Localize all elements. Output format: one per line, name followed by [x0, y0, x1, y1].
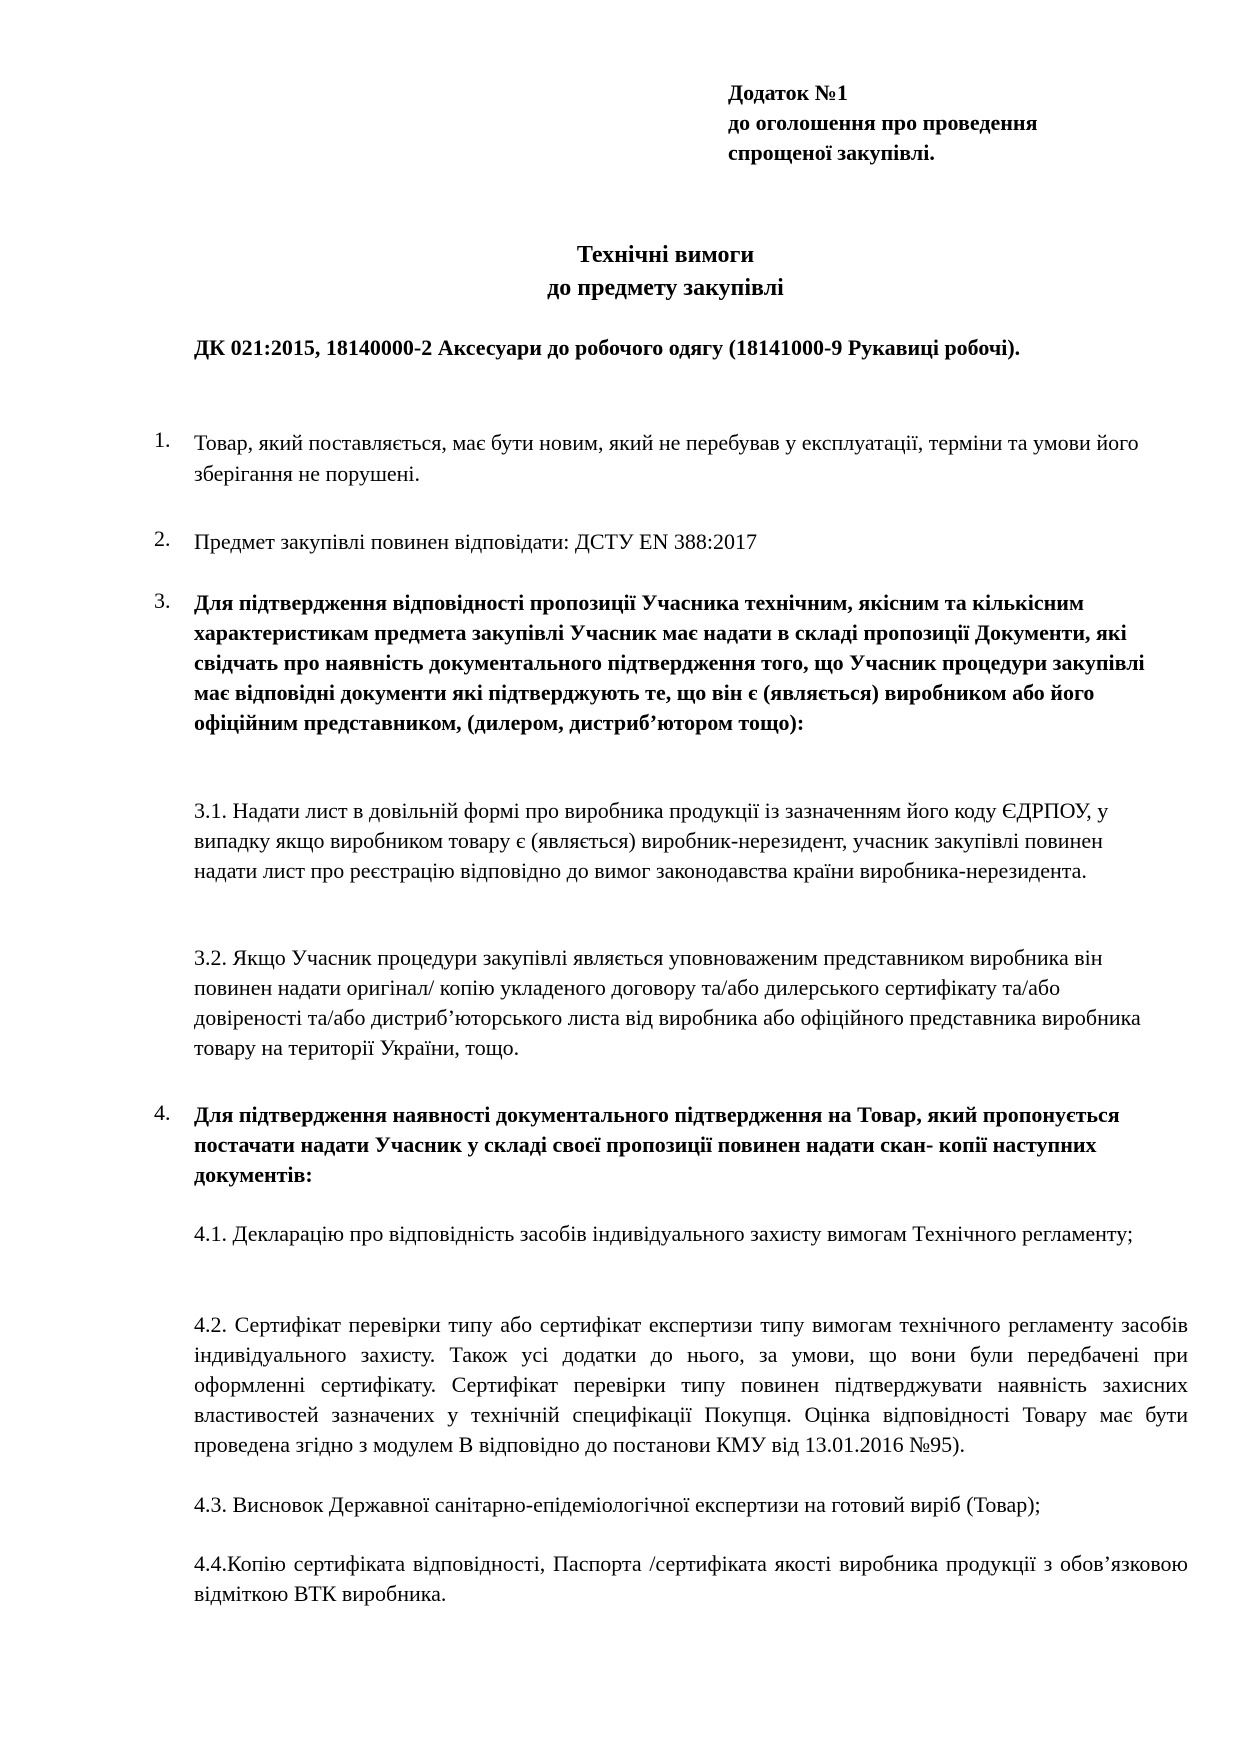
paragraph-4-1: 4.1. Декларацію про відповідність засобів індивідуального захисту вимогам Технічного регламенту;	[194, 1221, 1134, 1246]
annex-header	[728, 78, 1038, 168]
annex-number: Додаток №1	[728, 80, 848, 105]
list-item-text: Предмет закупівлі повинен відповідати: ДСТУ EN 388:2017	[194, 529, 757, 554]
list-item-number: 3.	[154, 588, 171, 613]
title-line-2: до предмету закупівлі	[547, 275, 784, 301]
paragraph-3-2: 3.2. Якщо Учасник процедури закупівлі являється уповноваженим представником виробника він повинен надати оригінал/ копію укладеного договору та/або дилерського сертифікату та/або довіреності та/або дистриб’юторського листа від виробника або офіційного представника виробника товару на території України, тощо.	[194, 945, 1141, 1060]
title-line-1: Технічні вимоги	[576, 242, 755, 268]
list-item-text: Товар, який поставляється, має бути новим, який не перебував у експлуатації, терміни та умови його зберігання не порушені.	[194, 430, 1139, 486]
paragraph-4-4: 4.4.Копію сертифіката відповідності, Паспорта /сертифіката якості виробника продукції з обов’язковою відміткою ВТК виробника.	[194, 1551, 1188, 1606]
list-item-number: 1.	[154, 427, 171, 452]
annex-line-2: до оголошення про проведення	[728, 110, 1038, 135]
paragraph-4-2: 4.2. Сертифікат перевірки типу або сертифікат експертизи типу вимогам технічного регламенту засобів індивідуального захисту. Також усі додатки до нього, за умови, що вони були передбачені при оформленні сертифікату. Сертифікат перевірки типу повинен підтверджувати наявність захисних властивостей зазначених у технічній специфікації Покупця. Оцінка відповідності Товару має бути проведена згідно з модулем В відповідно до постанови КМУ від 13.01.2016 №95).	[194, 1312, 1188, 1457]
dk-code-line: ДК 021:2015, 18140000-2 Аксесуари до робочого одягу (18141000-9 Рукавиці робочі).	[194, 335, 1021, 360]
list-item-text: Для підтвердження наявності документального підтвердження на Товар, який пропонується постачати надати Учасник у складі своєї пропозиції повинен надати скан- копії наступних документів:	[194, 1102, 1120, 1187]
paragraph-3-1: 3.1. Надати лист в довільній формі про виробника продукції із зазначенням його коду ЄДРПОУ, у випадку якщо виробником товару є (являється) виробник-нерезидент, учасник закупівлі повинен надати лист про реєстрацію відповідно до вимог законодавства країни виробника-нерезидента.	[194, 798, 1109, 883]
list-item-text: Для підтвердження відповідності пропозиції Учасника технічним, якісним та кількісним характеристикам предмета закупівлі Учасник має надати в складі пропозиції Документи, які свідчать про наявність документального підтвердження того, що Учасник процедури закупівлі має відповідні документи які підтверджують те, що він є (являється) виробником або його офіційним представником, (дилером, дистриб’ютором тощо):	[194, 590, 1145, 735]
list-item-number: 2.	[154, 526, 171, 551]
list-item-number: 4.	[154, 1100, 171, 1125]
paragraph-4-3: 4.3. Висновок Державної санітарно-епідеміологічної експертизи на готовий виріб (Товар);	[194, 1492, 1041, 1517]
annex-line-3: спрощеної закупівлі.	[728, 140, 935, 165]
document-title	[0, 239, 1241, 305]
